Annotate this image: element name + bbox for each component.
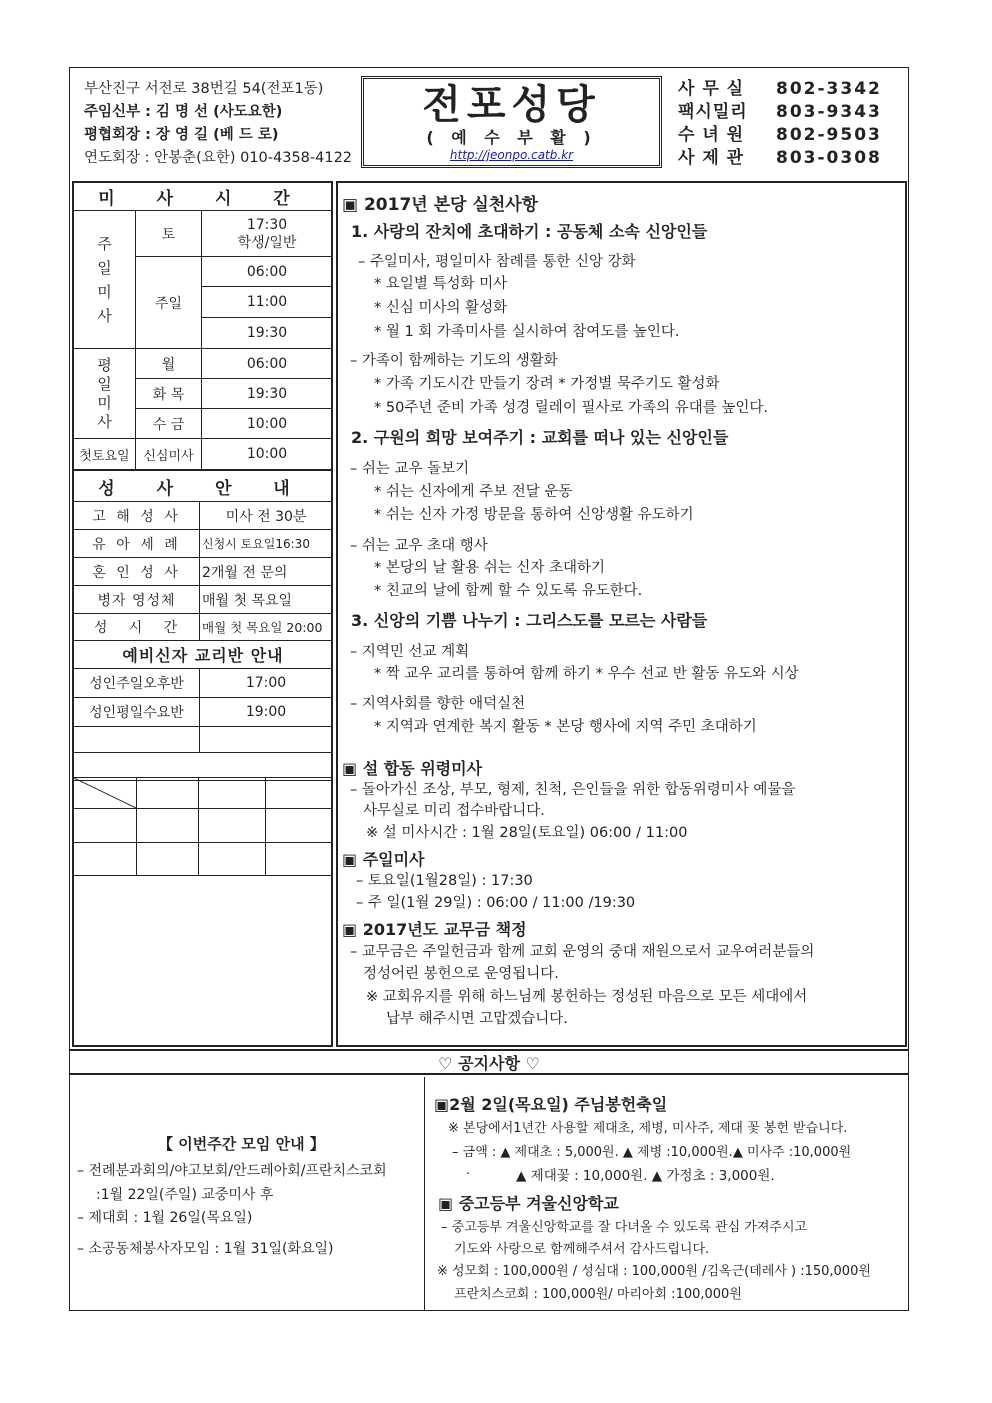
plan-item: – 지역민 선교 계획 xyxy=(350,644,470,660)
school-line: 프란치스코회 : 100,000원/ 마리아회 :100,000원 xyxy=(454,1287,742,1302)
plan-subitem: * 본당의 날 활용 쉬는 신자 초대하기 xyxy=(374,560,606,576)
sacrament-info: 신청시 토요일16:30 xyxy=(200,530,333,558)
diagonal-line xyxy=(74,778,136,808)
plan-subitem: * 친교의 날에 함께 할 수 있도록 유도한다. xyxy=(374,583,643,599)
sunday-label: 주일 xyxy=(136,257,202,349)
plan-subitem: * 신심 미사의 활성화 xyxy=(374,300,508,316)
plan-subitem: * 쉬는 신자에게 주보 전달 운동 xyxy=(374,484,573,500)
catechumen-heading: 예비신자 교리반 안내 xyxy=(74,641,333,669)
empty-cell xyxy=(199,809,266,843)
meeting-line: – 전례분과회의/야고보회/안드레아회/프란치스코회 xyxy=(77,1163,387,1179)
contact-row: 수 녀 원 802-9503 xyxy=(678,125,882,145)
plan-title: ▣ 2017년 본당 실천사항 xyxy=(342,195,539,215)
plan-section-2: 2. 구원의 희망 보여주기 : 교회를 떠나 있는 신앙인들 xyxy=(351,428,729,447)
parish-title: 전포성당 xyxy=(422,81,601,128)
catechumen-time: 17:00 xyxy=(200,669,333,698)
feast-line: – 금액 : ▲ 제대초 : 5,000원. ▲ 제병 :10,000원.▲ 미사주 :10,000원 xyxy=(452,1145,852,1160)
feast-title: ▣2월 2일(목요일) 주님봉헌축일 xyxy=(434,1095,668,1114)
plan-item: – 쉬는 교우 돌보기 xyxy=(350,461,470,477)
plan-section-3: 3. 신앙의 기쁨 나누기 : 그리스도를 모르는 사람들 xyxy=(351,611,708,630)
empty-cell xyxy=(74,843,137,876)
meeting-title: 【 이번주간 모임 안내 】 xyxy=(158,1135,325,1153)
sunday-mass-line: – 토요일(1월28일) : 17:30 xyxy=(356,873,533,889)
weekday-time: 06:00 xyxy=(202,349,333,379)
weekday-time: 19:30 xyxy=(202,379,333,409)
sunday-time: 11:00 xyxy=(202,287,333,318)
title-box xyxy=(361,76,662,168)
empty-cell xyxy=(137,843,199,876)
plan-subitem: * 50주년 준비 가족 성경 릴레이 필사로 가족의 유대를 높인다. xyxy=(374,400,768,416)
school-title: ▣ 중고등부 겨울신앙학교 xyxy=(438,1194,619,1213)
dues-line: ※ 교회유지를 위해 하느님께 봉헌하는 정성된 마음으로 모든 세대에서 xyxy=(366,989,808,1005)
empty-cell xyxy=(199,778,266,809)
school-line: – 중고등부 겨울신앙학교를 잘 다녀올 수 있도록 관심 가져주시고 xyxy=(441,1220,808,1235)
sacrament-name: 고 해 성 사 xyxy=(74,502,200,530)
sacrament-name: 성 시 간 xyxy=(74,614,200,641)
diagonal-cell xyxy=(74,778,137,809)
address: 부산진구 서전로 38번길 54(전포1동) xyxy=(84,81,324,97)
parish-subtitle: ( 예 수 부 활 ) xyxy=(426,128,597,147)
pastor: 주임신부 : 김 명 선 (사도요한) xyxy=(84,104,283,120)
contact-row: 사 제 관 803-0308 xyxy=(678,148,882,168)
sunday-time: 06:00 xyxy=(202,257,333,287)
sacrament-name: 혼 인 성 사 xyxy=(74,558,200,586)
weekday-mass-label: 평 일 미 사 xyxy=(74,349,136,439)
first-saturday-label: 첫토요일 xyxy=(74,439,136,470)
council-chair: 평협회장 : 장 영 길 (베 드 로) xyxy=(84,127,279,143)
feast-line: ※ 본당에서1년간 사용할 제대초, 제병, 미사주, 제대 꽃 봉헌 받습니다. xyxy=(448,1121,848,1136)
feast-line: ▲ 제대꽃 : 10,000원. ▲ 가정초 : 3,000원. xyxy=(516,1168,775,1184)
saturday-label: 토 xyxy=(136,211,202,257)
weekday-day: 수 금 xyxy=(136,409,202,439)
plan-section-1: 1. 사랑의 잔치에 초대하기 : 공동체 소속 신앙인들 xyxy=(351,222,708,241)
empty-cell xyxy=(74,809,137,843)
dues-line: 정성어린 봉헌으로 운영됩니다. xyxy=(363,966,559,982)
empty-cell xyxy=(199,843,266,876)
school-line: 기도와 사랑으로 함께해주셔서 감사드립니다. xyxy=(454,1242,710,1257)
meeting-line: – 제대회 : 1월 26일(목요일) xyxy=(77,1210,253,1226)
plan-subitem: * 요일별 특성화 미사 xyxy=(374,276,508,292)
catechumen-time: 19:00 xyxy=(200,698,333,727)
sacrament-info: 미사 전 30분 xyxy=(200,502,333,530)
catechumen-class: 성인평일수요반 xyxy=(74,698,200,727)
contact-row: 팩시밀리 803-9343 xyxy=(678,102,882,122)
federation-chair: 연도회장 : 안봉춘(요한) 010-4358-4122 xyxy=(84,150,353,166)
notice-divider xyxy=(424,1077,425,1310)
sacrament-name: 병자 영성체 xyxy=(74,586,200,614)
dues-line: – 교무금은 주일헌금과 함께 교회 운영의 중대 재원으로서 교우여러분들의 xyxy=(350,944,815,960)
plan-item: – 주일미사, 평일미사 참례를 통한 신앙 강화 xyxy=(358,254,636,270)
feast-dot: . xyxy=(466,1163,471,1178)
contact-row: 사 무 실 802-3342 xyxy=(678,79,882,99)
sunday-mass-label: 주 일 미 사 xyxy=(74,211,136,349)
sacrament-info: 2개월 전 문의 xyxy=(200,558,333,586)
memorial-title: ▣ 설 합동 위령미사 xyxy=(342,759,483,778)
mass-schedule-table xyxy=(73,182,333,470)
empty-cell xyxy=(266,843,333,876)
dues-line: 납부 해주시면 고맙겠습니다. xyxy=(386,1011,568,1027)
sacrament-info: 매월 첫 목요일 20:00 xyxy=(200,614,333,641)
header-info xyxy=(84,78,352,170)
sunday-time: 19:30 xyxy=(202,318,333,349)
empty-cell xyxy=(74,727,200,753)
empty-cell xyxy=(200,727,333,753)
memorial-line: – 돌아가신 조상, 부모, 형제, 친척, 은인들을 위한 합동위령미사 예물을 xyxy=(350,782,796,798)
meeting-line: – 소공동체봉사자모임 : 1월 31일(화요일) xyxy=(77,1241,334,1257)
blank-grid xyxy=(73,777,333,876)
plan-item: – 쉬는 교우 초대 행사 xyxy=(350,538,488,554)
empty-cell xyxy=(266,809,333,843)
empty-cell xyxy=(266,778,333,809)
notice-bar: ♡ 공지사항 ♡ xyxy=(70,1049,908,1075)
empty-cell xyxy=(137,809,199,843)
plan-item: – 가족이 함께하는 기도의 생활화 xyxy=(350,353,558,369)
meeting-line: :1월 22일(주일) 교중미사 후 xyxy=(96,1187,274,1203)
plan-subitem: * 짝 교우 교리를 통하여 함께 하기 * 우수 선교 반 활동 유도와 시상 xyxy=(374,666,799,682)
plan-subitem: * 가족 기도시간 만들기 장려 * 가정별 묵주기도 활성화 xyxy=(374,376,720,392)
plan-subitem: * 쉬는 신자 가정 방문을 통하여 신앙생활 유도하기 xyxy=(374,507,694,523)
parish-url-link[interactable]: http://jeonpo.catb.kr xyxy=(449,148,574,162)
empty-cell xyxy=(137,778,199,809)
school-line: ※ 성모회 : 100,000원 / 성심대 : 100,000원 /김옥근(데레사 ) :150,000원 xyxy=(437,1264,871,1279)
saturday-note: 학생/일반 xyxy=(237,234,297,251)
memorial-line: 사무실로 미리 접수바랍니다. xyxy=(363,803,545,819)
plan-subitem: * 지역과 연계한 복지 활동 * 본당 행사에 지역 주민 초대하기 xyxy=(374,719,757,735)
plan-subitem: * 월 1 회 가족미사를 실시하여 참여도를 높인다. xyxy=(374,324,680,340)
sunday-mass-title: ▣ 주일미사 xyxy=(342,850,425,869)
mass-heading: 미 사 시 간 xyxy=(74,183,333,211)
contacts xyxy=(678,78,882,170)
plan-item: – 지역사회를 향한 애덕실천 xyxy=(350,696,526,712)
weekday-time: 10:00 xyxy=(202,409,333,439)
sacrament-table xyxy=(73,470,333,781)
saturday-time: 17:30 xyxy=(246,216,288,233)
dues-title: ▣ 2017년도 교무금 책정 xyxy=(342,920,527,939)
catechumen-class: 성인주일오후반 xyxy=(74,669,200,698)
sacrament-info: 매월 첫 목요일 xyxy=(200,586,333,614)
sacrament-name: 유 아 세 례 xyxy=(74,530,200,558)
memorial-line: ※ 설 미사시간 : 1월 28일(토요일) 06:00 / 11:00 xyxy=(366,825,688,841)
weekday-day: 화 목 xyxy=(136,379,202,409)
first-saturday-time: 10:00 xyxy=(202,439,333,470)
weekday-day: 월 xyxy=(136,349,202,379)
sunday-mass-line: – 주 일(1월 29일) : 06:00 / 11:00 /19:30 xyxy=(356,895,636,911)
first-saturday-mass: 신심미사 xyxy=(136,439,202,470)
sacrament-heading: 성 사 안 내 xyxy=(74,471,333,502)
